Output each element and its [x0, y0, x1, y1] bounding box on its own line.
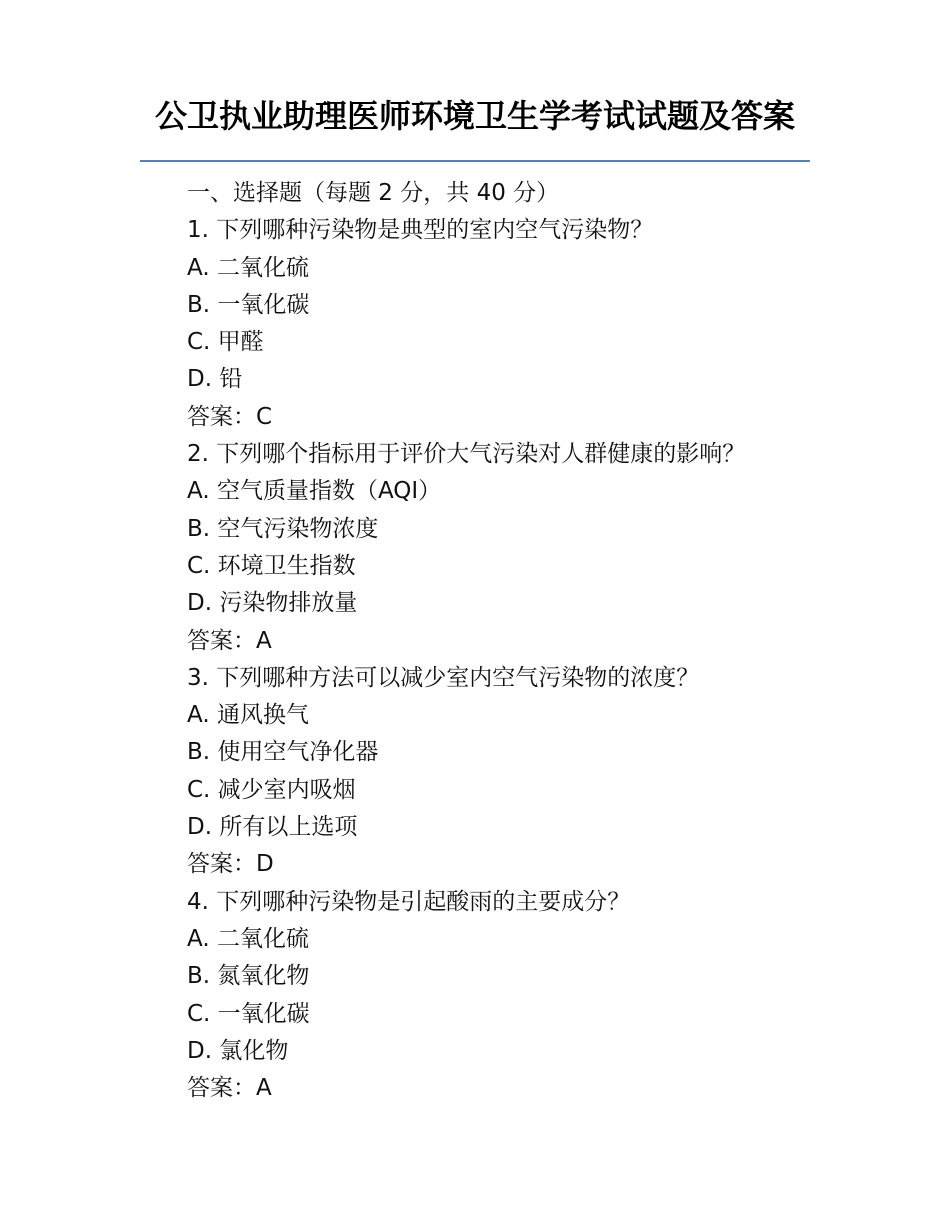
document-title: 公卫执业助理医师环境卫生学考试试题及答案: [154, 97, 795, 135]
option-c: C. 甲醛: [187, 329, 264, 356]
question-4: [187, 884, 827, 1108]
option-a: A. 二氧化硫: [187, 254, 309, 281]
question-1: [187, 212, 827, 436]
question-stem: 2. 下列哪个指标用于评价大气污染对人群健康的影响？: [187, 441, 746, 468]
option-c: C. 减少室内吸烟: [187, 776, 356, 803]
option-b: B. 氮氧化物: [187, 963, 310, 990]
option-d: D. 污染物排放量: [187, 590, 358, 617]
question-2: [187, 436, 827, 660]
answer-line: 答案：D: [187, 851, 274, 878]
question-stem: 1. 下列哪种污染物是典型的室内空气污染物？: [187, 217, 654, 244]
section-heading: 一、选择题（每题 2 分，共 40 分）: [187, 180, 560, 206]
option-a: A. 通风换气: [187, 702, 309, 729]
option-c: C. 环境卫生指数: [187, 552, 356, 579]
answer-line: 答案：A: [187, 627, 272, 654]
option-d: D. 铅: [187, 366, 243, 393]
option-a: A. 二氧化硫: [187, 925, 309, 952]
option-b: B. 一氧化碳: [187, 291, 310, 318]
document-body: [187, 175, 827, 1107]
option-b: B. 使用空气净化器: [187, 739, 379, 766]
option-a: A. 空气质量指数（AQI）: [187, 478, 442, 505]
question-stem: 3. 下列哪种方法可以减少室内空气污染物的浓度？: [187, 664, 700, 691]
option-b: B. 空气污染物浓度: [187, 515, 379, 542]
question-3: [187, 660, 827, 884]
option-c: C. 一氧化碳: [187, 1000, 310, 1027]
question-stem: 4. 下列哪种污染物是引起酸雨的主要成分？: [187, 888, 631, 915]
answer-line: 答案：A: [187, 1075, 272, 1102]
option-d: D. 所有以上选项: [187, 814, 358, 841]
title-underline: [140, 160, 810, 162]
option-d: D. 氯化物: [187, 1037, 289, 1064]
answer-line: 答案：C: [187, 403, 273, 430]
